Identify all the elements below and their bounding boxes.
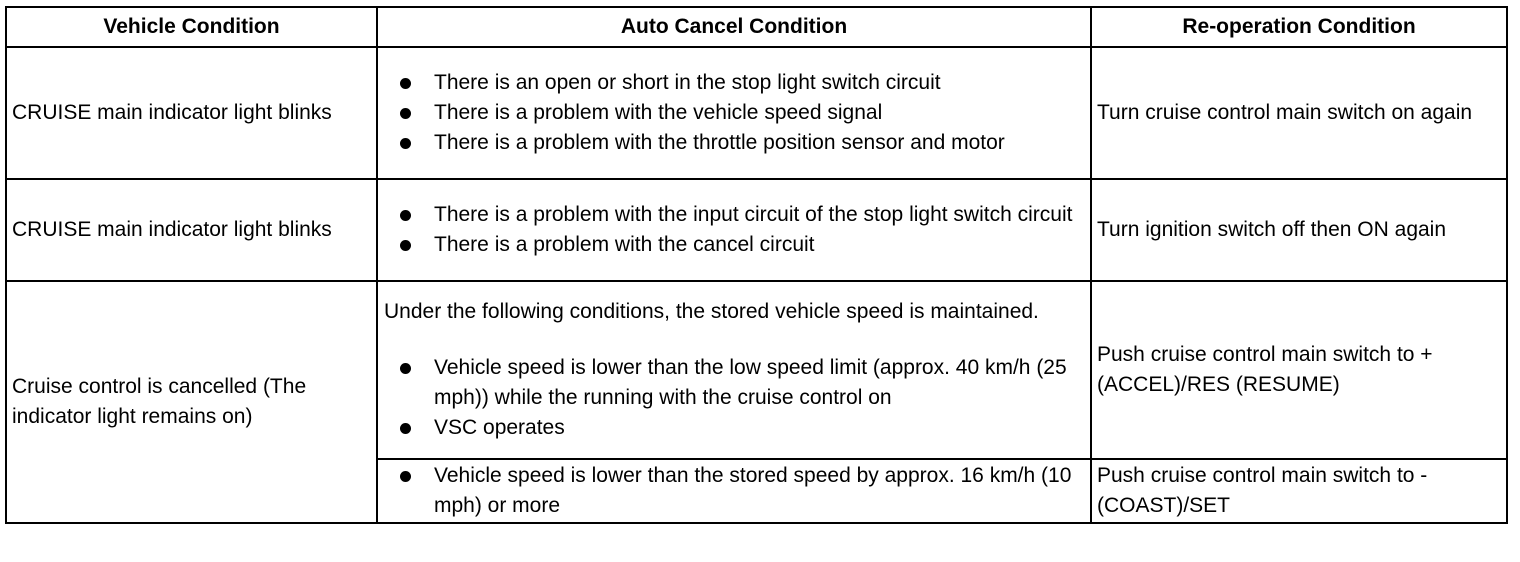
table-row: [6, 281, 1507, 459]
table-row: [6, 179, 1507, 281]
list-item: There is an open or short in the stop light switch circuit: [384, 68, 1084, 98]
re-operation-cell: Turn ignition switch off then ON again: [1091, 179, 1507, 281]
list-item: Vehicle speed is lower than the stored speed by approx. 16 km/h (10 mph) or more: [384, 461, 1084, 521]
header-vehicle-condition: Vehicle Condition: [6, 7, 377, 47]
vehicle-condition-cell: Cruise control is cancelled (The indicator light remains on): [6, 281, 377, 523]
auto-cancel-list: [384, 353, 1084, 443]
auto-cancel-list: [384, 461, 1084, 521]
auto-cancel-cell: [377, 281, 1091, 459]
header-re-operation-condition: Re-operation Condition: [1091, 7, 1507, 47]
vehicle-condition-cell: CRUISE main indicator light blinks: [6, 47, 377, 179]
header-auto-cancel-condition: Auto Cancel Condition: [377, 7, 1091, 47]
list-item: Vehicle speed is lower than the low speed limit (approx. 40 km/h (25 mph)) while the running with the cruise control on: [384, 353, 1084, 413]
re-operation-cell: Push cruise control main switch to + (ACCEL)/RES (RESUME): [1091, 281, 1507, 459]
auto-cancel-cell: [377, 179, 1091, 281]
list-item: VSC operates: [384, 413, 1084, 443]
auto-cancel-list: [384, 68, 1084, 158]
header-row: [6, 7, 1507, 47]
auto-cancel-cell: [377, 459, 1091, 523]
list-item: There is a problem with the vehicle speed signal: [384, 98, 1084, 128]
re-operation-cell: Turn cruise control main switch on again: [1091, 47, 1507, 179]
re-operation-cell: Push cruise control main switch to - (COAST)/SET: [1091, 459, 1507, 523]
auto-cancel-intro: Under the following conditions, the stored vehicle speed is maintained.: [384, 300, 1039, 323]
auto-cancel-cell: [377, 47, 1091, 179]
table-row: [6, 47, 1507, 179]
list-item: There is a problem with the cancel circuit: [384, 230, 1084, 260]
cruise-cancel-table: [5, 6, 1508, 524]
vehicle-condition-cell: CRUISE main indicator light blinks: [6, 179, 377, 281]
auto-cancel-list: [384, 200, 1084, 260]
list-item: There is a problem with the throttle position sensor and motor: [384, 128, 1084, 158]
list-item: There is a problem with the input circuit of the stop light switch circuit: [384, 200, 1084, 230]
